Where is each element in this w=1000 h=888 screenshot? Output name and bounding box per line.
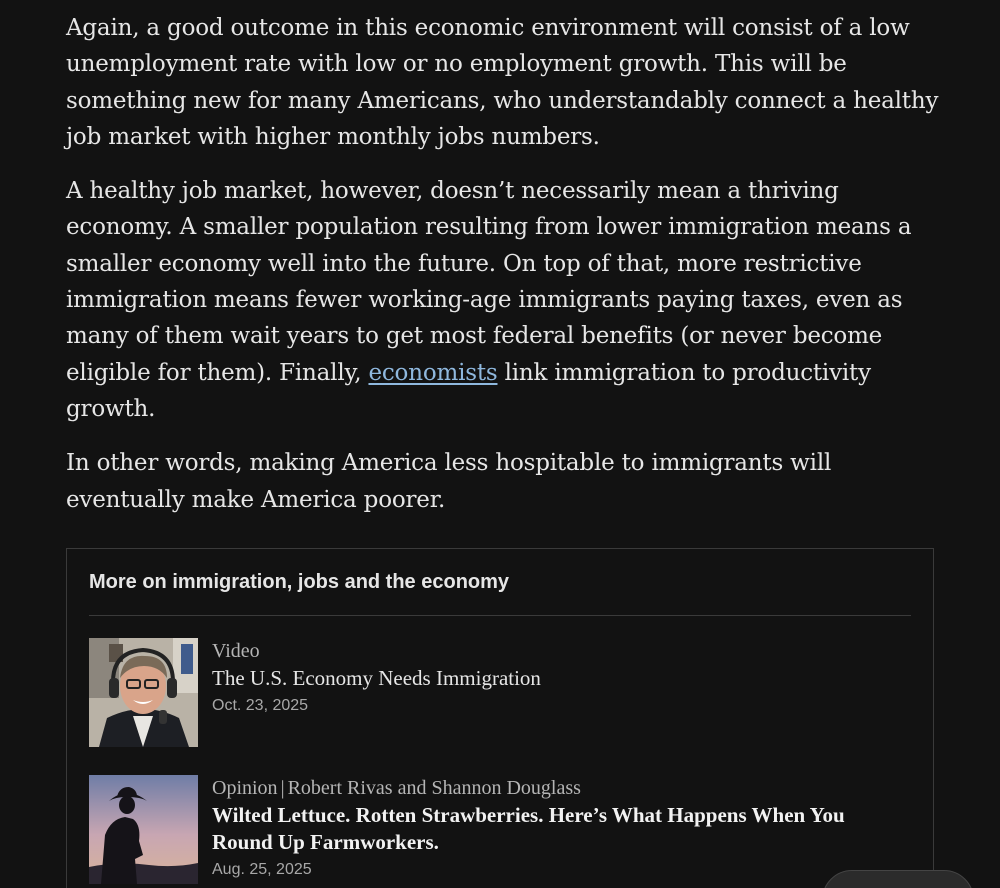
- article-body: [66, 10, 946, 536]
- item-headline[interactable]: Wilted Lettuce. Rotten Strawberries. Here’s What Happens When You Round Up Farmworkers.: [212, 803, 845, 854]
- video-thumbnail[interactable]: [89, 638, 198, 747]
- floating-action-button[interactable]: [822, 870, 974, 888]
- item-kicker: [212, 775, 911, 801]
- kicker-author: Robert Rivas and Shannon Douglass: [287, 777, 581, 799]
- item-date: Aug. 25, 2025: [212, 861, 312, 878]
- item-kicker: Video: [212, 640, 260, 662]
- article-paragraph: [66, 173, 946, 427]
- kicker-separator: |: [280, 777, 285, 799]
- paragraph-text: A healthy job market, however, doesn’t necessarily mean a thriving economy. A smaller population resulting from lower immigration means a smaller economy well into the future. On top of that, more restrictive immigration means fewer working-age immigrants paying taxes, even as many of them wait years to get most federal benefits (or never become eligible for them). Finally,: [66, 178, 912, 386]
- divider: [89, 615, 911, 616]
- item-headline[interactable]: The U.S. Economy Needs Immigration: [212, 666, 541, 690]
- paragraph-text: link immigration to productivity growth.: [66, 359, 871, 422]
- related-item-video[interactable]: [89, 638, 911, 748]
- article-paragraph: Again, a good outcome in this economic environment will consist of a low unemployment rate with low or no employment growth. This will be something new for many Americans, who understandably connect a healthy job market with higher monthly jobs numbers.: [66, 15, 939, 150]
- economists-link[interactable]: economists: [368, 359, 498, 386]
- related-articles-box: [66, 548, 934, 888]
- item-date: Oct. 23, 2025: [212, 697, 309, 714]
- farmworker-thumbnail[interactable]: [89, 775, 198, 884]
- kicker-section: Opinion: [212, 777, 278, 799]
- related-item-text[interactable]: [212, 775, 911, 879]
- article-paragraph: In other words, making America less hospitable to immigrants will eventually make America poorer.: [66, 450, 832, 513]
- related-title: More on immigration, jobs and the economy: [89, 571, 510, 593]
- related-item-text[interactable]: [212, 638, 911, 715]
- related-item-opinion[interactable]: [89, 775, 911, 885]
